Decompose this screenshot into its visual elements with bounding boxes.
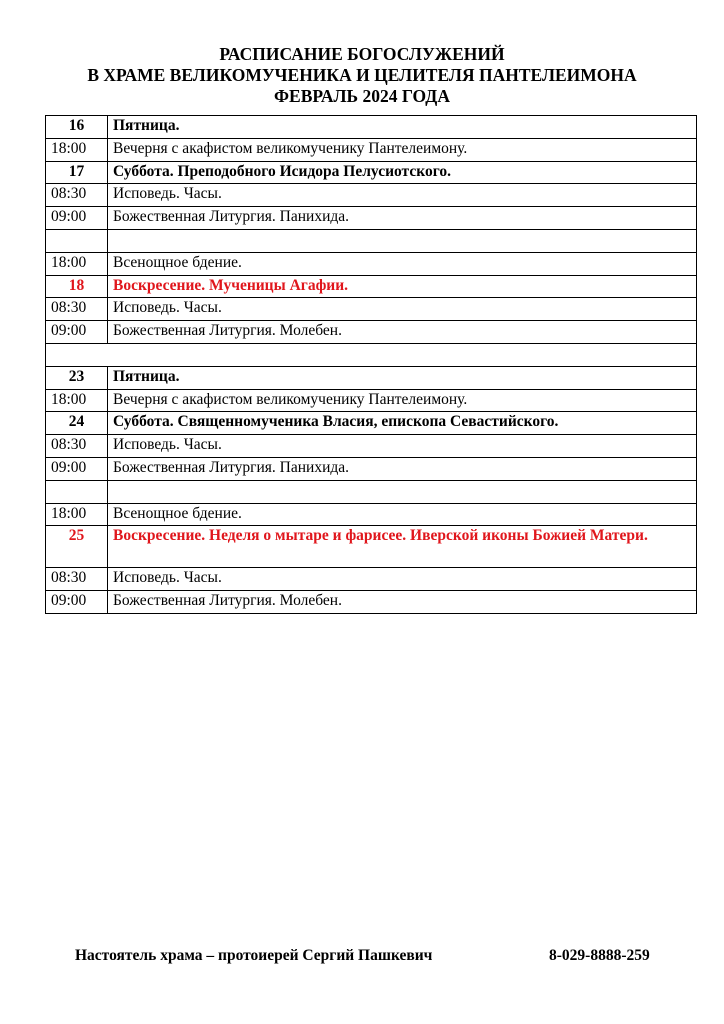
day-title-cell: Пятница.: [108, 116, 697, 139]
service-row: [46, 138, 697, 161]
time-cell: 08:30: [46, 568, 108, 591]
day-title-cell: Воскресение. Мученицы Агафии.: [108, 275, 697, 298]
service-row: [46, 457, 697, 480]
service-description-cell: Исповедь. Часы.: [108, 568, 697, 591]
service-row: [46, 389, 697, 412]
day-title-cell: Пятница.: [108, 366, 697, 389]
date-cell: 24: [46, 412, 108, 435]
blank-row: [46, 480, 697, 503]
service-row: [46, 568, 697, 591]
service-description-cell: [108, 229, 697, 252]
service-row: [46, 321, 697, 344]
service-row: [46, 591, 697, 614]
service-description-cell: Вечерня с акафистом великомученику Пантелеимону.: [108, 138, 697, 161]
date-cell: 25: [46, 526, 108, 568]
date-cell: 17: [46, 161, 108, 184]
service-description-cell: Вечерня с акафистом великомученику Пантелеимону.: [108, 389, 697, 412]
time-cell: 18:00: [46, 503, 108, 526]
day-title-cell: Суббота. Преподобного Исидора Пелусиотского.: [108, 161, 697, 184]
day-header-row: [46, 412, 697, 435]
time-cell: 18:00: [46, 138, 108, 161]
service-row: [46, 435, 697, 458]
title-line-month: ФЕВРАЛЬ 2024 ГОДА: [274, 86, 450, 106]
service-row: [46, 252, 697, 275]
time-cell: 09:00: [46, 207, 108, 230]
time-cell: 18:00: [46, 389, 108, 412]
rector-signature: Настоятель храма – протоиерей Сергий Пашкевич: [75, 947, 433, 964]
day-title-cell: Воскресение. Неделя о мытаре и фарисее. Иверской иконы Божией Матери.: [108, 526, 697, 568]
day-header-row: [46, 366, 697, 389]
blank-row: [46, 229, 697, 252]
spacer-cell: [46, 343, 697, 366]
time-cell: 09:00: [46, 457, 108, 480]
date-cell: 18: [46, 275, 108, 298]
time-cell: 09:00: [46, 591, 108, 614]
service-row: [46, 207, 697, 230]
service-description-cell: Божественная Литургия. Панихида.: [108, 457, 697, 480]
contact-phone: 8-029-8888-259: [549, 947, 650, 964]
service-description-cell: Всенощное бдение.: [108, 252, 697, 275]
day-header-row: [46, 161, 697, 184]
title-line-church: В ХРАМЕ ВЕЛИКОМУЧЕНИКА И ЦЕЛИТЕЛЯ ПАНТЕЛЕИМОНА: [87, 65, 637, 85]
holiday-header-row: [46, 526, 697, 568]
date-cell: 23: [46, 366, 108, 389]
title-line-schedule: РАСПИСАНИЕ БОГОСЛУЖЕНИЙ: [219, 44, 505, 64]
time-cell: [46, 480, 108, 503]
day-header-row: [46, 116, 697, 139]
time-cell: 08:30: [46, 184, 108, 207]
time-cell: 09:00: [46, 321, 108, 344]
service-row: [46, 503, 697, 526]
date-cell: 16: [46, 116, 108, 139]
service-description-cell: Исповедь. Часы.: [108, 435, 697, 458]
service-description-cell: [108, 480, 697, 503]
service-row: [46, 184, 697, 207]
time-cell: 08:30: [46, 435, 108, 458]
time-cell: 08:30: [46, 298, 108, 321]
service-description-cell: Божественная Литургия. Панихида.: [108, 207, 697, 230]
service-row: [46, 298, 697, 321]
schedule-title: [0, 44, 724, 107]
day-title-cell: Суббота. Священномученика Власия, епископа Севастийского.: [108, 412, 697, 435]
service-description-cell: Исповедь. Часы.: [108, 184, 697, 207]
holiday-header-row: [46, 275, 697, 298]
schedule-table-body: [46, 116, 697, 614]
service-description-cell: Исповедь. Часы.: [108, 298, 697, 321]
spacer-row: [46, 343, 697, 366]
service-description-cell: Божественная Литургия. Молебен.: [108, 591, 697, 614]
service-description-cell: Божественная Литургия. Молебен.: [108, 321, 697, 344]
schedule-table: [45, 115, 697, 614]
service-description-cell: Всенощное бдение.: [108, 503, 697, 526]
time-cell: 18:00: [46, 252, 108, 275]
time-cell: [46, 229, 108, 252]
